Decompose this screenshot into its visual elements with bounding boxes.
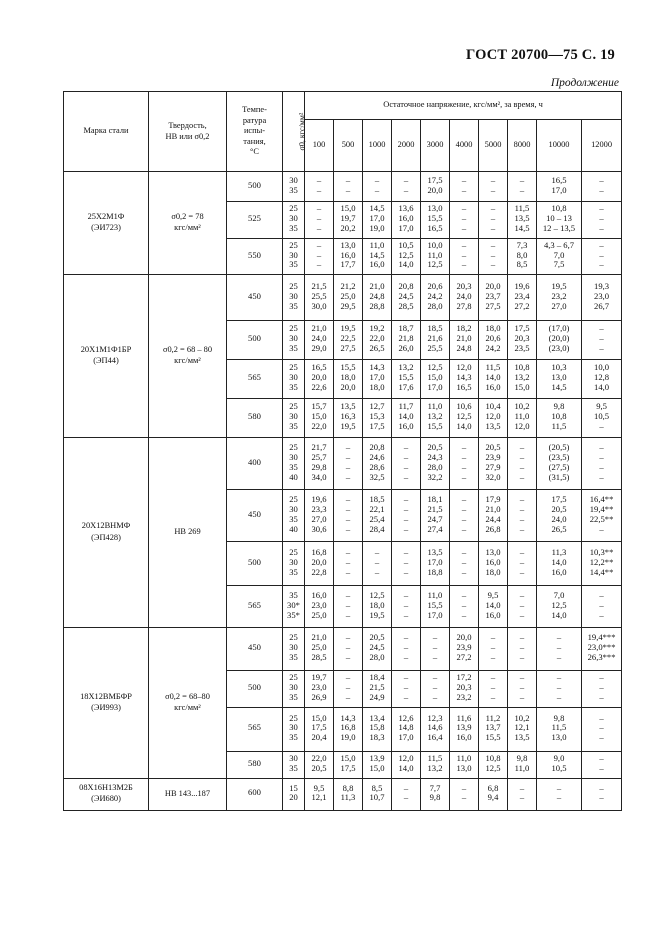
- stress-value-cell: 13,2 15,5 17,6: [392, 360, 421, 399]
- stress-value-cell: 10,3** 12,2** 14,4**: [582, 542, 622, 586]
- time-header: 12000: [582, 120, 622, 172]
- stress-value-cell: 10,4 12,0 13,5: [479, 399, 508, 438]
- table-row: [64, 438, 622, 490]
- stress-value-cell: 18,5 22,1 25,4 28,4: [363, 490, 392, 542]
- stress-value-cell: 17,5 20,0: [421, 172, 450, 202]
- time-header: 8000: [508, 120, 537, 172]
- stress-value-cell: – – –: [582, 586, 622, 628]
- hardness-cell: σ0,2 = 78 кгс/мм²: [149, 172, 227, 275]
- stress-value-cell: 19,6 23,4 27,2: [508, 275, 537, 321]
- stress-value-cell: 21,5 25,5 30,0: [305, 275, 334, 321]
- stress-value-cell: 17,5 20,5 24,0 26,5: [537, 490, 582, 542]
- stress-value-cell: 15,7 15,0 22,0: [305, 399, 334, 438]
- stress-value-cell: – – –: [508, 542, 537, 586]
- stress-value-cell: 10,0 12,8 14,0: [582, 360, 622, 399]
- stress-value-cell: 9,5 14,0 16,0: [479, 586, 508, 628]
- stress-value-cell: 10,8 13,2 15,0: [508, 360, 537, 399]
- stress-value-cell: 21,0 24,8 28,8: [363, 275, 392, 321]
- stress-value-cell: 21,7 25,7 29,8 34,0: [305, 438, 334, 490]
- stress-value-cell: 11,0 13,0: [450, 751, 479, 778]
- stress-value-cell: (20,5) (23,5) (27,5) (31,5): [537, 438, 582, 490]
- stress-value-cell: 13,0 16,0 18,0: [479, 542, 508, 586]
- stress-value-cell: 15,0 17,5: [334, 751, 363, 778]
- stress-value-cell: 11,2 13,7 15,5: [479, 707, 508, 751]
- time-header: 5000: [479, 120, 508, 172]
- steel-grade-cell: 20Х1М1Ф1БР (ЭП44): [64, 275, 149, 438]
- stress-value-cell: 12,5 18,0 19,5: [363, 586, 392, 628]
- stress-value-cell: 13,0 16,0 17,7: [334, 238, 363, 275]
- column-header-temperature: Темпе- ратура испы- тания, °C: [227, 92, 283, 172]
- stress-value-cell: – – –: [508, 628, 537, 671]
- stress-value-cell: 16,0 23,0 25,0: [305, 586, 334, 628]
- stress-value-cell: 16,4** 19,4** 22,5** –: [582, 490, 622, 542]
- stress-value-cell: – – –: [479, 202, 508, 239]
- stress-value-cell: – – –: [537, 671, 582, 708]
- stress-value-cell: – – –: [421, 671, 450, 708]
- table-row: [64, 628, 622, 671]
- temperature-cell: 500: [227, 172, 283, 202]
- sigma0-cell: 25 30 35: [283, 399, 305, 438]
- column-header-residual-stress: Остаточное напряжение, кгс/мм², за время, ч: [305, 92, 622, 120]
- stress-value-cell: 11,0 15,5 17,0: [421, 586, 450, 628]
- temperature-cell: 500: [227, 542, 283, 586]
- stress-value-cell: – –: [537, 778, 582, 810]
- sigma0-cell: 25 30 35: [283, 671, 305, 708]
- stress-value-cell: – – –: [392, 542, 421, 586]
- sigma0-cell: 25 30 35: [283, 275, 305, 321]
- stress-value-cell: 12,7 15,3 17,5: [363, 399, 392, 438]
- stress-value-cell: – – –: [334, 542, 363, 586]
- stress-value-cell: 12,3 14,6 16,4: [421, 707, 450, 751]
- stress-value-cell: 13,0 15,5 16,5: [421, 202, 450, 239]
- stress-value-cell: 4,3 – 6,7 7,0 7,5: [537, 238, 582, 275]
- stress-value-cell: 20,5 24,5 28,0: [363, 628, 392, 671]
- stress-value-cell: 11,0 14,5 16,0: [363, 238, 392, 275]
- stress-value-cell: – – –: [334, 628, 363, 671]
- stress-value-cell: – – – –: [450, 490, 479, 542]
- stress-value-cell: 21,0 25,0 28,5: [305, 628, 334, 671]
- stress-value-cell: – – – –: [392, 490, 421, 542]
- sigma0-cell: 25 30 35: [283, 238, 305, 275]
- temperature-cell: 500: [227, 671, 283, 708]
- stress-value-cell: 17,2 20,3 23,2: [450, 671, 479, 708]
- stress-value-cell: 7,0 12,5 14,0: [537, 586, 582, 628]
- stress-value-cell: 9,8 11,5 13,0: [537, 707, 582, 751]
- temperature-cell: 500: [227, 321, 283, 360]
- steel-grade-cell: 08Х16Н13М2Б (ЭИ680): [64, 778, 149, 810]
- stress-value-cell: 10,5 12,5 14,0: [392, 238, 421, 275]
- stress-value-cell: 7,3 8,0 8,5: [508, 238, 537, 275]
- stress-value-cell: 20,8 24,6 28,6 32,5: [363, 438, 392, 490]
- stress-value-cell: – – –: [363, 542, 392, 586]
- stress-value-cell: – –: [363, 172, 392, 202]
- page-header-title: ГОСТ 20700—75 С. 19: [466, 47, 615, 63]
- stress-value-cell: – – –: [479, 628, 508, 671]
- stress-value-cell: – –: [582, 172, 622, 202]
- stress-value-cell: 12,0 14,0: [392, 751, 421, 778]
- stress-value-cell: 17,9 21,0 24,4 26,8: [479, 490, 508, 542]
- sigma0-cell: 25 30 35: [283, 628, 305, 671]
- temperature-cell: 565: [227, 707, 283, 751]
- stress-value-cell: 13,5 17,0 18,8: [421, 542, 450, 586]
- stress-value-cell: – – –: [582, 707, 622, 751]
- stress-value-cell: 9,5 10,5 –: [582, 399, 622, 438]
- time-header: 500: [334, 120, 363, 172]
- stress-value-cell: – – –: [421, 628, 450, 671]
- stress-value-cell: – –: [582, 778, 622, 810]
- stress-value-cell: 13,4 15,8 18,3: [363, 707, 392, 751]
- stress-value-cell: 9,5 12,1: [305, 778, 334, 810]
- stress-value-cell: 18,4 21,5 24,9: [363, 671, 392, 708]
- time-header: 3000: [421, 120, 450, 172]
- stress-value-cell: – – –: [582, 238, 622, 275]
- stress-value-cell: – – –: [334, 671, 363, 708]
- table-row: [64, 778, 622, 810]
- stress-value-cell: 18,1 21,5 24,7 27,4: [421, 490, 450, 542]
- stress-value-cell: – – –: [334, 586, 363, 628]
- stress-value-cell: 10,8 10 – 13 12 – 13,5: [537, 202, 582, 239]
- stress-value-cell: 19,3 23,0 26,7: [582, 275, 622, 321]
- sigma0-cell: 15 20: [283, 778, 305, 810]
- stress-value-cell: 20,0 23,9 27,2: [450, 628, 479, 671]
- steel-grade-cell: 18Х12ВМБФР (ЭИ993): [64, 628, 149, 779]
- time-header: 10000: [537, 120, 582, 172]
- stress-value-cell: – – –: [508, 586, 537, 628]
- steel-grade-cell: 20Х12ВНМФ (ЭП428): [64, 438, 149, 628]
- stress-value-cell: 11,3 14,0 16,0: [537, 542, 582, 586]
- stress-value-cell: 17,5 20,3 23,5: [508, 321, 537, 360]
- stress-value-cell: 19,5 23,2 27,0: [537, 275, 582, 321]
- column-header-sigma0: σ0, кгс/мм²: [283, 92, 305, 172]
- stress-value-cell: – –: [582, 751, 622, 778]
- sigma0-cell: 25 30 35: [283, 542, 305, 586]
- stress-value-cell: – – – –: [508, 438, 537, 490]
- stress-value-cell: 20,8 24,5 28,5: [392, 275, 421, 321]
- table-row: [64, 172, 622, 202]
- stress-value-cell: 10,2 12,1 13,5: [508, 707, 537, 751]
- stress-value-cell: 20,0 23,7 27,5: [479, 275, 508, 321]
- stress-value-cell: – – –: [582, 671, 622, 708]
- stress-value-cell: (17,0) (20,0) (23,0): [537, 321, 582, 360]
- sigma0-cell: 25 30 35 40: [283, 490, 305, 542]
- temperature-cell: 450: [227, 490, 283, 542]
- hardness-cell: σ0,2 = 68 – 80 кгс/мм²: [149, 275, 227, 438]
- time-header: 1000: [363, 120, 392, 172]
- stress-value-cell: – – –: [537, 628, 582, 671]
- stress-value-cell: – –: [508, 778, 537, 810]
- stress-value-cell: 18,5 21,6 25,5: [421, 321, 450, 360]
- stress-value-cell: 10,0 11,0 12,5: [421, 238, 450, 275]
- stress-value-cell: 9,8 10,8 11,5: [537, 399, 582, 438]
- stress-value-cell: – – –: [450, 238, 479, 275]
- stress-value-cell: 16,5 17,0: [537, 172, 582, 202]
- stress-value-cell: 13,9 15,0: [363, 751, 392, 778]
- temperature-cell: 580: [227, 751, 283, 778]
- sigma0-cell: 25 30 35: [283, 707, 305, 751]
- temperature-cell: 550: [227, 238, 283, 275]
- stress-value-cell: 20,6 24,2 28,0: [421, 275, 450, 321]
- stress-value-cell: – – – –: [508, 490, 537, 542]
- stress-value-cell: 14,3 16,8 19,0: [334, 707, 363, 751]
- column-header-steel: Марка стали: [64, 92, 149, 172]
- stress-value-cell: – –: [392, 172, 421, 202]
- stress-value-cell: – – –: [450, 202, 479, 239]
- sigma0-cell: 25 30 35 40: [283, 438, 305, 490]
- stress-value-cell: – – –: [392, 586, 421, 628]
- stress-value-cell: 12,6 14,8 17,0: [392, 707, 421, 751]
- stress-value-cell: – – –: [508, 671, 537, 708]
- time-header: 4000: [450, 120, 479, 172]
- stress-value-cell: 13,6 16,0 17,0: [392, 202, 421, 239]
- stress-value-cell: 15,0 19,7 20,2: [334, 202, 363, 239]
- stress-value-cell: 19,2 22,0 26,5: [363, 321, 392, 360]
- stress-value-cell: 7,7 9,8: [421, 778, 450, 810]
- sigma0-cell: 35 30* 35*: [283, 586, 305, 628]
- temperature-cell: 450: [227, 275, 283, 321]
- stress-value-cell: 15,0 17,5 20,4: [305, 707, 334, 751]
- sigma0-cell: 25 30 35: [283, 202, 305, 239]
- stress-value-cell: 11,6 13,9 16,0: [450, 707, 479, 751]
- hardness-cell: σ0,2 = 68–80 кгс/мм²: [149, 628, 227, 779]
- stress-value-cell: 20,5 23,9 27,9 32,0: [479, 438, 508, 490]
- stress-value-cell: – – –: [582, 202, 622, 239]
- stress-value-cell: – –: [392, 778, 421, 810]
- steel-grade-cell: 25Х2М1Ф (ЭИ723): [64, 172, 149, 275]
- stress-value-cell: – – –: [450, 542, 479, 586]
- stress-value-cell: 16,8 20,0 22,8: [305, 542, 334, 586]
- temperature-cell: 565: [227, 360, 283, 399]
- stress-value-cell: 10,3 13,0 14,5: [537, 360, 582, 399]
- stress-value-cell: – – – –: [450, 438, 479, 490]
- stress-value-cell: – –: [450, 778, 479, 810]
- stress-value-cell: 9,0 10,5: [537, 751, 582, 778]
- stress-value-cell: – – – –: [582, 438, 622, 490]
- stress-value-cell: 18,2 21,0 24,8: [450, 321, 479, 360]
- stress-value-cell: – –: [334, 172, 363, 202]
- column-header-hardness: Твердость, НВ или σ0,2: [149, 92, 227, 172]
- stress-value-cell: – – –: [392, 628, 421, 671]
- stress-value-cell: – – –: [392, 671, 421, 708]
- table-row: [64, 275, 622, 321]
- sigma0-cell: 30 35: [283, 172, 305, 202]
- stress-value-cell: 19,6 23,3 27,0 30,6: [305, 490, 334, 542]
- stress-value-cell: – – –: [582, 321, 622, 360]
- stress-value-cell: 19,4*** 23,0*** 26,3***: [582, 628, 622, 671]
- stress-value-cell: 19,5 22,5 27,5: [334, 321, 363, 360]
- stress-value-cell: 14,3 17,0 18,0: [363, 360, 392, 399]
- stress-value-cell: 11,5 14,0 16,0: [479, 360, 508, 399]
- stress-value-cell: 11,0 13,2 15,5: [421, 399, 450, 438]
- stress-value-cell: 18,0 20,6 24,2: [479, 321, 508, 360]
- stress-value-cell: – – – –: [334, 490, 363, 542]
- hardness-cell: НВ 143...187: [149, 778, 227, 810]
- temperature-cell: 565: [227, 586, 283, 628]
- stress-value-cell: 11,7 14,0 16,0: [392, 399, 421, 438]
- temperature-cell: 600: [227, 778, 283, 810]
- stress-value-cell: – – – –: [392, 438, 421, 490]
- stress-value-cell: 21,2 25,0 29,5: [334, 275, 363, 321]
- stress-value-cell: – –: [479, 172, 508, 202]
- stress-value-cell: – – –: [305, 202, 334, 239]
- sigma0-cell: 25 30 35: [283, 321, 305, 360]
- sigma0-cell: 30 35: [283, 751, 305, 778]
- stress-value-cell: 8,5 10,7: [363, 778, 392, 810]
- stress-value-cell: – – –: [479, 671, 508, 708]
- sigma0-cell: 25 30 35: [283, 360, 305, 399]
- stress-value-cell: 16,5 20,0 22,6: [305, 360, 334, 399]
- time-header: 2000: [392, 120, 421, 172]
- continuation-label: Продолжение: [550, 77, 619, 89]
- stress-value-cell: 8,8 11,3: [334, 778, 363, 810]
- time-header: 100: [305, 120, 334, 172]
- stress-value-cell: 15,5 18,0 20,0: [334, 360, 363, 399]
- stress-value-cell: 12,5 15,0 17,0: [421, 360, 450, 399]
- stress-value-cell: 12,0 14,3 16,5: [450, 360, 479, 399]
- stress-value-cell: 20,5 24,3 28,0 32,2: [421, 438, 450, 490]
- stress-value-cell: – – – –: [334, 438, 363, 490]
- hardness-cell: НВ 269: [149, 438, 227, 628]
- stress-value-cell: 21,0 24,0 29,0: [305, 321, 334, 360]
- stress-value-cell: 20,3 24,0 27,8: [450, 275, 479, 321]
- temperature-cell: 580: [227, 399, 283, 438]
- stress-value-cell: 10,6 12,5 14,0: [450, 399, 479, 438]
- stress-value-cell: 6,8 9,4: [479, 778, 508, 810]
- stress-value-cell: – –: [305, 172, 334, 202]
- stress-value-cell: 19,7 23,0 26,9: [305, 671, 334, 708]
- stress-value-cell: – –: [508, 172, 537, 202]
- stress-value-cell: 22,0 20,5: [305, 751, 334, 778]
- stress-value-cell: – – –: [479, 238, 508, 275]
- stress-value-cell: – –: [450, 172, 479, 202]
- stress-value-cell: 9,8 11,0: [508, 751, 537, 778]
- stress-value-cell: – – –: [450, 586, 479, 628]
- stress-value-cell: 11,5 13,2: [421, 751, 450, 778]
- stress-value-cell: 14,5 17,0 19,0: [363, 202, 392, 239]
- stress-value-cell: 18,7 21,8 26,0: [392, 321, 421, 360]
- temperature-cell: 400: [227, 438, 283, 490]
- stress-value-cell: – – –: [305, 238, 334, 275]
- stress-value-cell: 10,8 12,5: [479, 751, 508, 778]
- residual-stress-table: [63, 91, 622, 811]
- stress-value-cell: 13,5 16,3 19,5: [334, 399, 363, 438]
- stress-value-cell: 11,5 13,5 14,5: [508, 202, 537, 239]
- temperature-cell: 450: [227, 628, 283, 671]
- stress-value-cell: 10,2 11,0 12,0: [508, 399, 537, 438]
- temperature-cell: 525: [227, 202, 283, 239]
